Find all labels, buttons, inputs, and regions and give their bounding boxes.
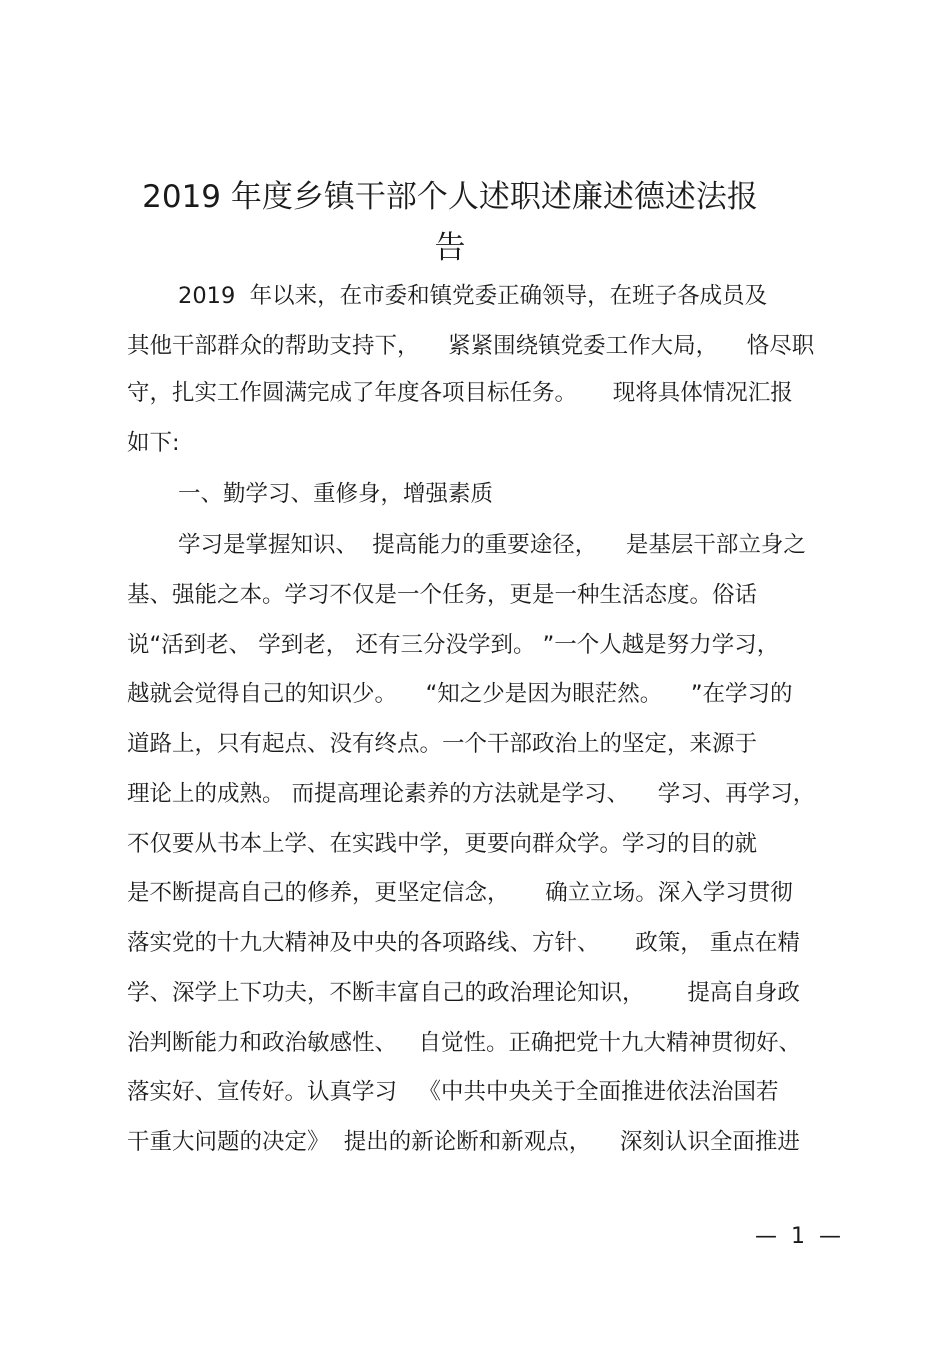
body-line: 落实党的十九大精神及中央的各项路线、方针、 政策， 重点在精 (127, 930, 800, 956)
body-line: 干重大问题的决定》 提出的新论断和新观点， 深刻认识全面推进 (127, 1129, 800, 1155)
body-line: 学、深学上下功夫，不断丰富自己的政治理论知识， 提高自身政 (127, 980, 800, 1006)
body-line: 如下: (127, 430, 180, 456)
body-line: 理论上的成熟。 而提高理论素养的方法就是学习、 学习、再学习， (127, 781, 816, 807)
body-line: 是不断提高自己的修养，更坚定信念， 确立立场。深入学习贯彻 (127, 880, 793, 906)
document-title-line-2: 告 (434, 230, 466, 266)
section-heading: 一、勤学习、重修身，增强素质 (178, 481, 494, 507)
body-line: 2019 年以来，在市委和镇党委正确领导，在班子各成员及 (178, 283, 768, 309)
body-line: 学习是掌握知识、 提高能力的重要途径， 是基层干部立身之 (178, 532, 806, 558)
body-line: 落实好、宣传好。认真学习 《中共中央关于全面推进依法治国若 (127, 1079, 779, 1105)
body-line: 治判断能力和政治敏感性、 自觉性。正确把党十九大精神贯彻好、 (127, 1030, 801, 1056)
body-line: 基、强能之本。学习不仅是一个任务，更是一种生活态度。俗话 (127, 582, 758, 608)
body-line: 道路上，只有起点、没有终点。一个干部政治上的坚定，来源于 (127, 731, 758, 757)
body-line: 守，扎实工作圆满完成了年度各项目标任务。 现将具体情况汇报 (127, 380, 793, 406)
body-line: 其他干部群众的帮助支持下， 紧紧围绕镇党委工作大局， 恪尽职 (127, 333, 815, 359)
page-number: — 1 — (755, 1224, 841, 1249)
document-title-line-1: 2019 年度乡镇干部个人述职述廉述德述法报 (142, 179, 758, 215)
body-line: 不仅要从书本上学、在实践中学，更要向群众学。学习的目的就 (127, 831, 758, 857)
body-line: 说“活到老、 学到老， 还有三分没学到。 ”一个人越是努力学习， (127, 632, 780, 658)
body-line: 越就会觉得自己的知识少。 “知之少是因为眼茫然。 ”在学习的 (127, 681, 793, 707)
